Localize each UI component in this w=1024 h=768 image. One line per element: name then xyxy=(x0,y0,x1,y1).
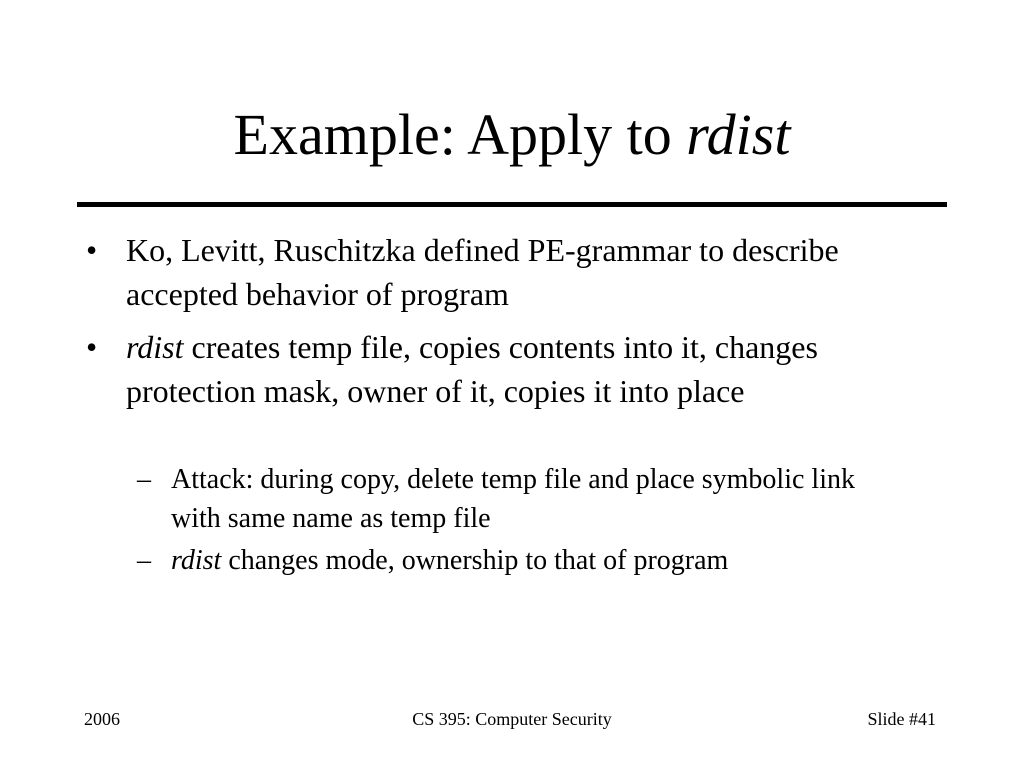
bullet-text: Ko, Levitt, Ruschitzka defined PE-grammar to describe accepted behavior of program xyxy=(126,232,839,312)
footer-year: 2006 xyxy=(84,709,120,729)
bullet-item xyxy=(86,228,916,316)
bullet-marker: • xyxy=(86,232,98,268)
bullet-text: creates temp file, copies contents into it, changes protection mask, owner of it, copies it into place xyxy=(126,329,818,409)
footer-course: CS 395: Computer Security xyxy=(412,709,612,729)
bullet-item xyxy=(86,325,916,413)
sub-bullet-emphasis: rdist xyxy=(171,545,222,576)
slide-title-emphasis: rdist xyxy=(686,102,791,167)
sub-bullet-marker: – xyxy=(137,464,151,495)
sub-bullet-text: Attack: during copy, delete temp file and place symbolic link with same name as temp file xyxy=(171,464,855,534)
sub-bullet-text: changes mode, ownership to that of program xyxy=(221,545,729,576)
bullet-emphasis: rdist xyxy=(126,329,184,365)
sub-bullet-item xyxy=(137,460,891,538)
bullet-marker: • xyxy=(86,329,98,365)
slide-title-prefix: Example: Apply to xyxy=(233,102,687,167)
sub-bullet-item xyxy=(137,541,891,580)
sub-bullet-marker: – xyxy=(137,545,151,576)
footer-slide-number: Slide #41 xyxy=(867,709,936,729)
